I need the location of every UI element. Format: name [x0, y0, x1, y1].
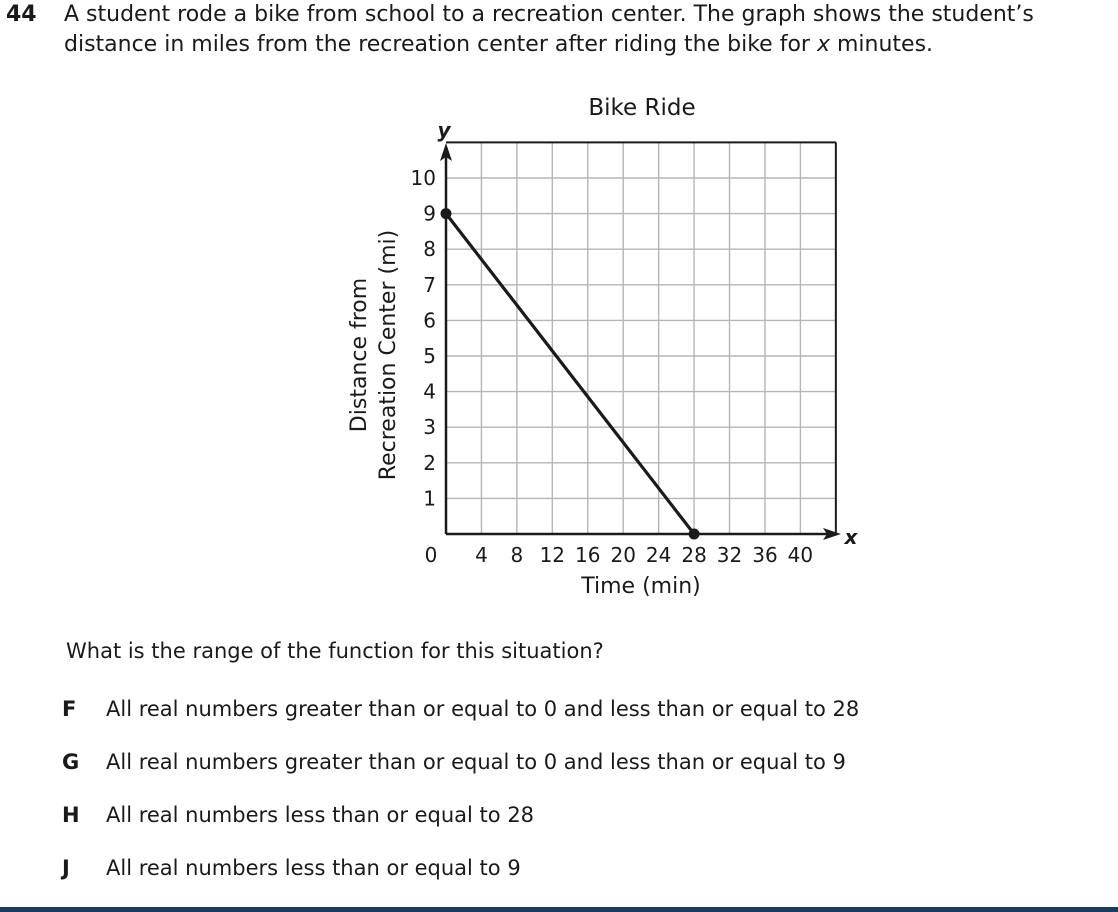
y-tick-label: 10	[410, 166, 436, 190]
stem-line-2-start: distance in miles from the recreation center after riding the bike for	[64, 32, 817, 57]
origin-label: 0	[424, 543, 438, 567]
y-axis-label-line-2: Recreation Center (mi)	[376, 229, 401, 481]
y-axis-label-line-1: Distance from	[347, 277, 372, 433]
y-tick-label: 7	[423, 272, 436, 297]
choice-text: All real numbers greater than or equal to 0 and less than or equal to 9	[106, 750, 846, 774]
choice-letter: F	[62, 697, 77, 721]
stem-line-2-end: minutes.	[829, 32, 934, 57]
y-tick-label: 4	[423, 379, 436, 404]
chart-axes	[440, 142, 841, 540]
data-point	[689, 529, 700, 540]
x-tick-label: 32	[716, 543, 743, 567]
choice-text: All real numbers less than or equal to 28	[106, 803, 535, 827]
answer-choice-j[interactable]	[62, 853, 521, 883]
y-tick-label: 2	[423, 450, 436, 475]
y-tick-label: 3	[423, 415, 436, 440]
answer-choice-f[interactable]	[62, 694, 859, 724]
question-prompt: What is the range of the function for this situation?	[66, 639, 604, 663]
x-tick-label: 28	[681, 543, 707, 567]
y-tick-label: 9	[423, 201, 436, 226]
x-tick-label: 40	[787, 543, 814, 567]
chart-series	[441, 208, 700, 539]
choice-letter: H	[62, 803, 80, 827]
choice-letter: G	[62, 750, 80, 774]
y-tick-label: 8	[423, 237, 436, 262]
answer-choice-h[interactable]	[62, 800, 534, 830]
x-tick-label: 4	[475, 543, 488, 567]
answer-choice-g[interactable]	[62, 747, 846, 777]
chart-grid	[446, 142, 836, 534]
x-tick-label: 36	[752, 543, 778, 567]
bottom-border	[0, 907, 1118, 912]
y-axis-variable: y	[437, 118, 451, 142]
choice-letter: J	[62, 856, 70, 880]
chart-tick-labels	[411, 166, 814, 567]
question-stem	[64, 0, 1109, 60]
x-tick-label: 20	[610, 543, 636, 567]
y-tick-label: 5	[423, 344, 436, 368]
bike-ride-graph	[330, 85, 870, 610]
x-axis-variable: x	[844, 525, 858, 549]
y-tick-label: 1	[423, 486, 436, 511]
x-axis-label: Time (min)	[581, 574, 701, 599]
x-tick-label: 24	[645, 543, 672, 567]
x-tick-label: 12	[539, 543, 566, 567]
choice-text: All real numbers greater than or equal to 0 and less than or equal to 28	[106, 697, 860, 721]
stem-line-2	[64, 30, 1109, 60]
stem-variable: x	[816, 32, 830, 57]
question-number: 44	[6, 2, 37, 27]
x-tick-label: 8	[510, 543, 524, 567]
data-point	[441, 208, 452, 219]
chart-title: Bike Ride	[588, 95, 696, 121]
data-line	[446, 214, 694, 534]
stem-line-1: A student rode a bike from school to a recreation center. The graph shows the student’s	[64, 2, 1034, 27]
x-tick-label: 16	[575, 543, 601, 567]
y-tick-label: 6	[423, 308, 436, 333]
choice-text: All real numbers less than or equal to 9	[106, 856, 521, 880]
